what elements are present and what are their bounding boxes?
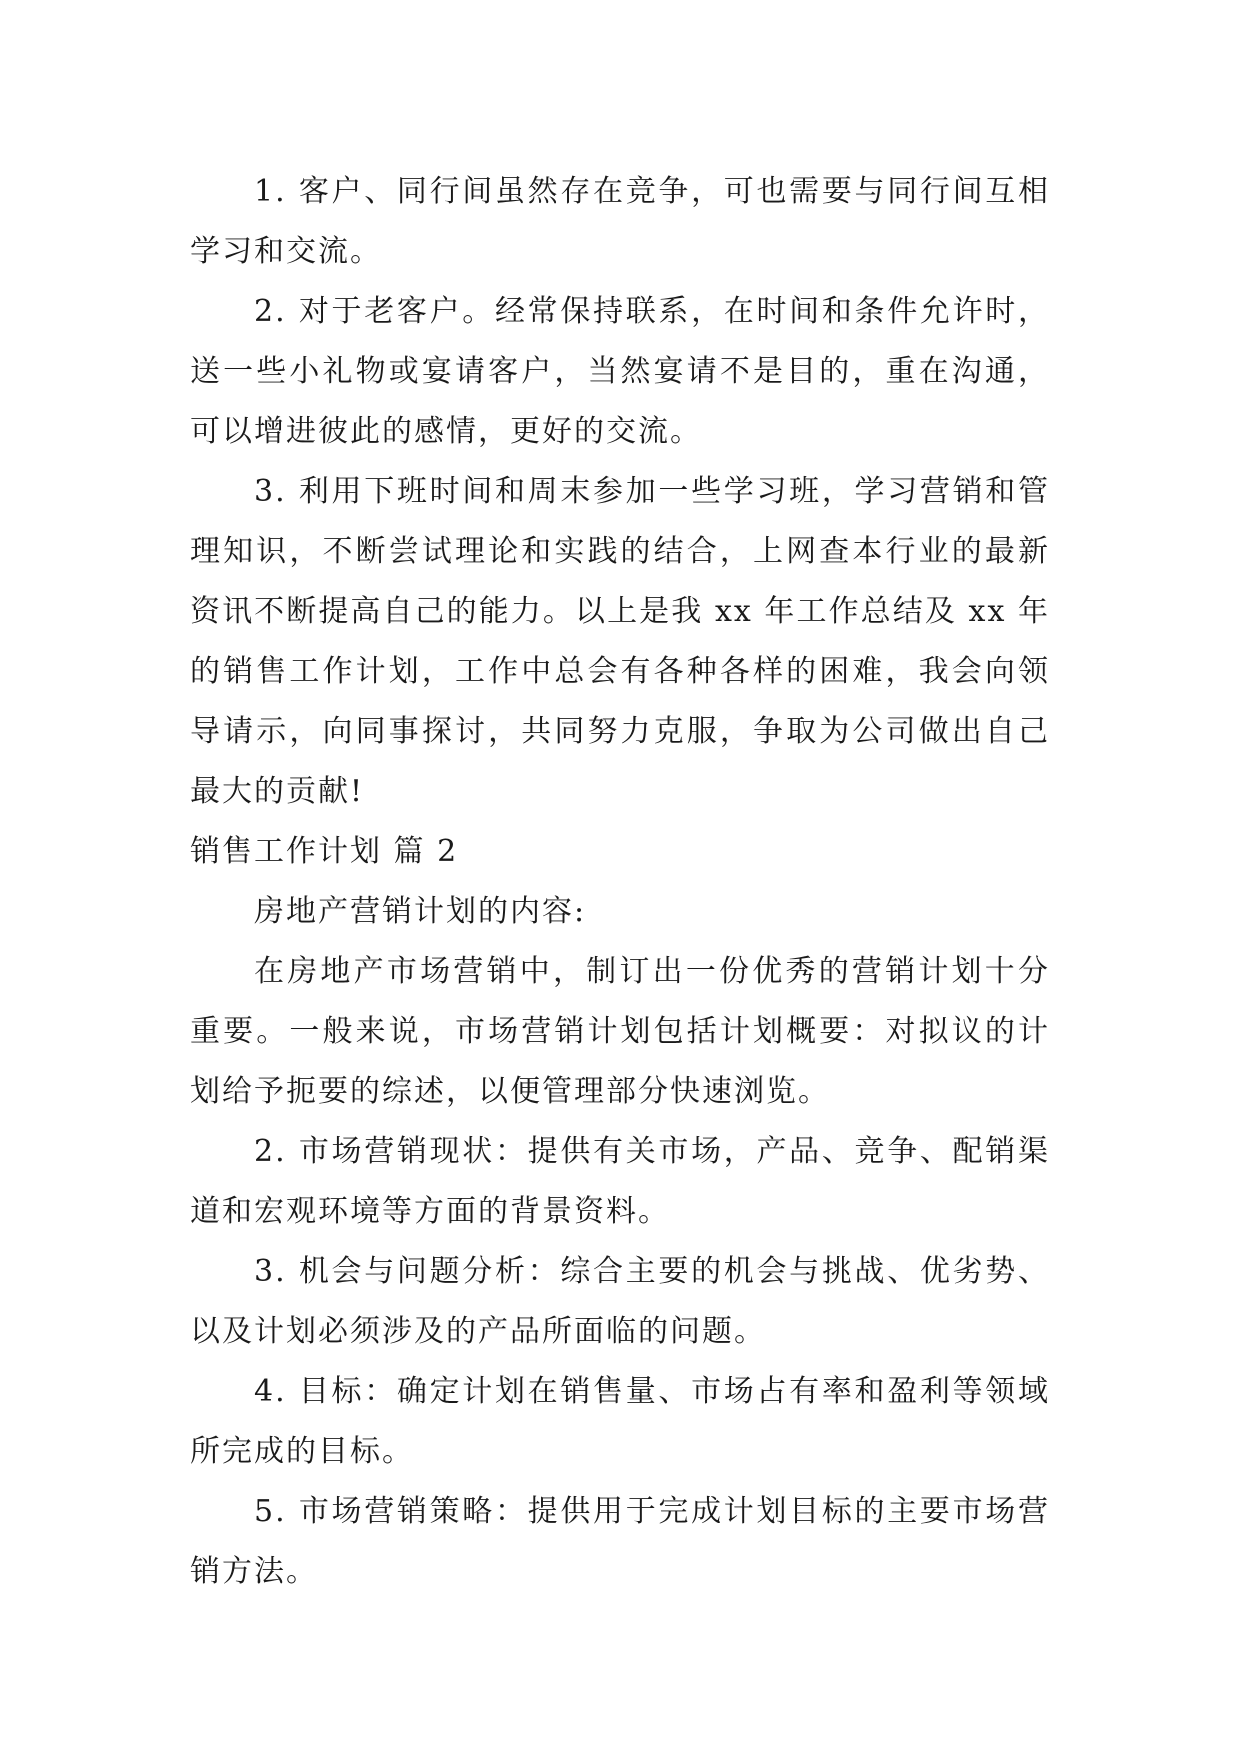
paragraph-opportunity-analysis: 3. 机会与问题分析：综合主要的机会与挑战、优劣势、以及计划必须涉及的产品所面临的问题。: [190, 1254, 1050, 1349]
paragraph-market-status: 2. 市场营销现状：提供有关市场，产品、竞争、配销渠道和宏观环境等方面的背景资料。: [190, 1134, 1050, 1229]
paragraph-plan-summary: 在房地产市场营销中，制订出一份优秀的营销计划十分重要。一般来说，市场营销计划包括计划概要：对拟议的计划给予扼要的综述，以便管理部分快速浏览。: [190, 954, 1050, 1109]
paragraph-learning: 3. 利用下班时间和周末参加一些学习班，学习营销和管理知识，不断尝试理论和实践的结合，上网查本行业的最新资讯不断提高自己的能力。以上是我 xx 年工作总结及 xx 年的销售工作计划，工作中总会有各种各样的困难，我会向领导请示，向同事探讨，共同努力克服，争取为公司做出自己最大的贡献!: [190, 474, 1050, 809]
paragraph-goals: 4. 目标：确定计划在销售量、市场占有率和盈利等领域所完成的目标。: [190, 1374, 1050, 1469]
section-heading: 销售工作计划 篇 2: [190, 834, 459, 869]
paragraph-customer-peers: 1. 客户、同行间虽然存在竞争，可也需要与同行间互相学习和交流。: [190, 174, 1050, 269]
paragraph-old-customers: 2. 对于老客户。经常保持联系，在时间和条件允许时，送一些小礼物或宴请客户，当然宴请不是目的，重在沟通，可以增进彼此的感情，更好的交流。: [190, 294, 1050, 449]
document-body: [190, 162, 1050, 1602]
paragraph-marketing-strategy: 5. 市场营销策略：提供用于完成计划目标的主要市场营销方法。: [190, 1494, 1050, 1589]
paragraph-plan-content: 房地产营销计划的内容:: [254, 894, 587, 929]
